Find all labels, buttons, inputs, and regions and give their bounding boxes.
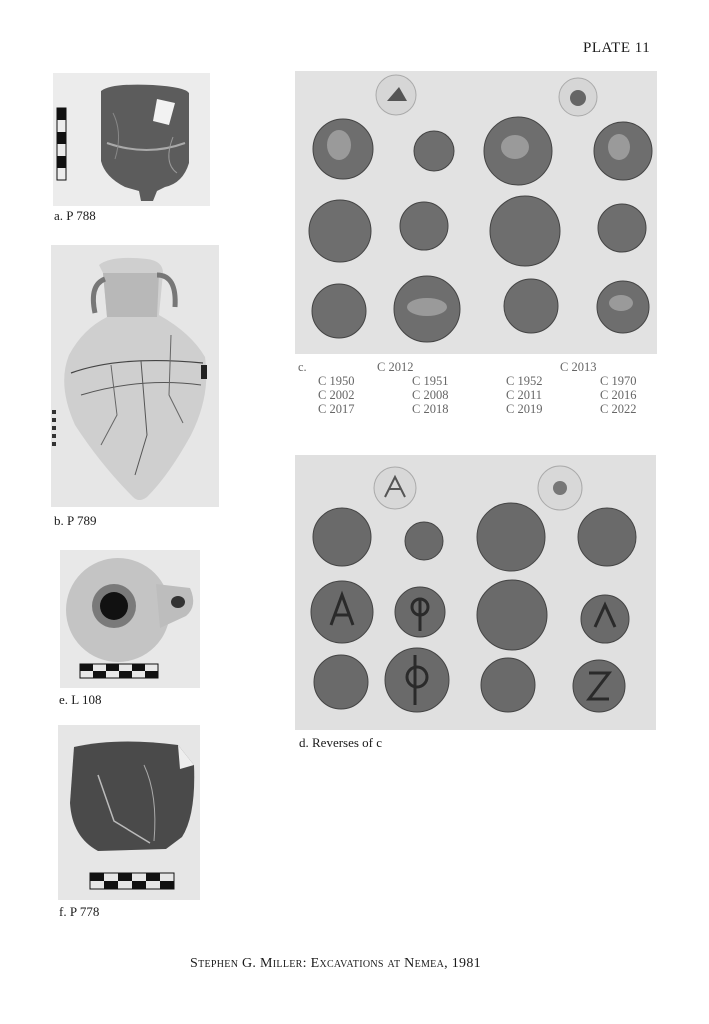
footer-credit: Stephen G. Miller: Excavations at Nemea, 1981: [190, 956, 481, 971]
coin-number: C 1970: [600, 374, 637, 388]
lamp-image: [60, 550, 200, 688]
photo-l108: [60, 550, 200, 688]
coin-number: C 2018: [412, 402, 449, 416]
caption-b: b. P 789: [54, 513, 97, 528]
coin-list-label: c.: [298, 360, 307, 374]
coin-number: C 2017: [318, 402, 355, 416]
coin-number: C 2011: [506, 388, 542, 402]
coin-number: C 1951: [412, 374, 449, 388]
amphora-image: [51, 245, 219, 507]
caption-d: d. Reverses of c: [299, 735, 383, 750]
coin-number: C 1950: [318, 374, 355, 388]
coin-number: C 2016: [600, 388, 637, 402]
vessel-image: [53, 73, 210, 206]
coin-list-c: [296, 360, 656, 420]
caption-a: a. P 788: [54, 208, 96, 223]
photo-p788: [53, 73, 210, 206]
photo-coins-reverse: [295, 455, 656, 730]
photo-p789: [51, 245, 219, 507]
coin-number: C 2013: [560, 360, 597, 374]
coin-number: C 2012: [377, 360, 414, 374]
coin-number: C 2008: [412, 388, 449, 402]
coins-reverse-image: [295, 455, 656, 730]
coin-number: C 1952: [506, 374, 543, 388]
plate-label: PLATE 11: [583, 40, 651, 56]
coins-obverse-image: [295, 71, 657, 354]
cup-image: [58, 725, 200, 900]
photo-coins-obverse: [295, 71, 657, 354]
caption-f: f. P 778: [59, 904, 100, 919]
coin-number: C 2022: [600, 402, 637, 416]
caption-e: e. L 108: [59, 692, 102, 707]
coin-number: C 2002: [318, 388, 355, 402]
photo-p778: [58, 725, 200, 900]
coin-number: C 2019: [506, 402, 543, 416]
